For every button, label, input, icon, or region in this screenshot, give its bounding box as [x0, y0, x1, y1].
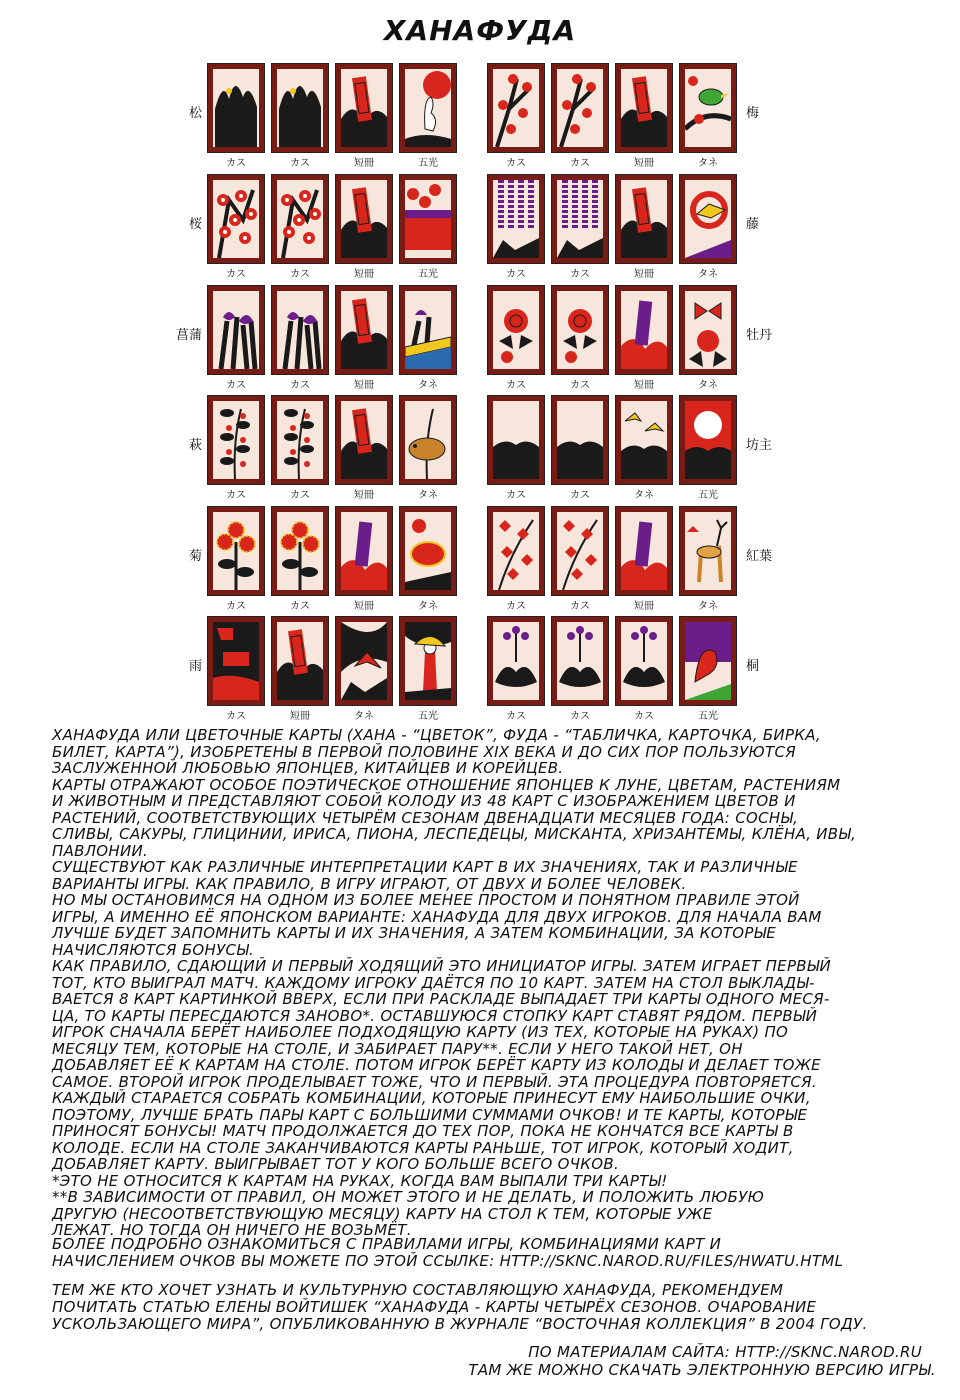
- hanafuda-card: [208, 507, 264, 595]
- chrysanthemum-icon: [213, 512, 259, 590]
- card-type-label: カス: [506, 269, 526, 280]
- card-type-label: タネ: [698, 380, 718, 391]
- text-line: НАЧИСЛЯЮТСЯ БОНУСЫ.: [52, 940, 254, 959]
- card-type-label: カス: [226, 490, 246, 501]
- text-line: СУЩЕСТВУЮТ КАК РАЗЛИЧНЫЕ ИНТЕРПРЕТАЦИИ КАРТ В ИХ ЗНАЧЕНИЯХ, ТАК И РАЗЛИЧНЫЕ: [52, 858, 798, 876]
- red-ribbon-icon: [621, 69, 667, 147]
- plum-icon: [493, 69, 539, 147]
- card-type-label: タネ: [418, 380, 438, 391]
- hanafuda-card: [400, 617, 456, 705]
- card-type-label: カス: [506, 601, 526, 612]
- card-type-label: 短冊: [634, 601, 654, 612]
- hanafuda-card: [552, 286, 608, 374]
- red-ribbon-icon: [277, 622, 323, 700]
- hill-icon: [557, 401, 603, 479]
- hanafuda-card: [552, 175, 608, 263]
- card-type-label: カス: [570, 380, 590, 391]
- source-line[interactable]: ПО МАТЕРИАЛАМ САЙТА: HTTP://SKNC.NAROD.RU: [528, 1343, 922, 1361]
- card-type-label: カス: [226, 380, 246, 391]
- curtain-icon: [405, 180, 451, 258]
- source-line: ТАМ ЖЕ МОЖНО СКАЧАТЬ ЭЛЕКТРОННУЮ ВЕРСИЮ ИГРЫ.: [468, 1361, 936, 1379]
- text-line: ВАЕТСЯ 8 КАРТ КАРТИНКОЙ ВВЕРХ, ЕСЛИ ПРИ РАСКЛАДЕ ВЫПАДАЕТ ТРИ КАРТЫ ОДНОГО МЕСЯ-: [52, 990, 830, 1008]
- hanafuda-card: [552, 507, 608, 595]
- hanafuda-card: [208, 175, 264, 263]
- card-type-label: 五光: [418, 158, 438, 169]
- hanafuda-card: [616, 396, 672, 484]
- card-type-label: カス: [570, 158, 590, 169]
- hanafuda-card: [336, 286, 392, 374]
- hanafuda-card: [488, 507, 544, 595]
- card-type-label: カス: [506, 490, 526, 501]
- hanafuda-card: [552, 396, 608, 484]
- full-moon-icon: [685, 401, 731, 479]
- purple-ribbon-icon: [621, 291, 667, 369]
- text-line: КАЖДЫЙ СТАРАЕТСЯ СОБРАТЬ КОМБИНАЦИИ, КОТОРЫЕ ПРИНЕСУТ ЕМУ НАИБОЛЬШИЕ ОЧКИ,: [52, 1089, 811, 1107]
- month-label: 松: [188, 106, 202, 121]
- red-ribbon-icon: [621, 180, 667, 258]
- pine-icon: [213, 69, 259, 147]
- card-type-label: 短冊: [354, 380, 374, 391]
- hanafuda-card: [208, 64, 264, 152]
- peony-icon: [557, 291, 603, 369]
- text-line: ЛУЧШЕ БУДЕТ ЗАПОМНИТЬ КАРТЫ И ИХ ЗНАЧЕНИЯ, А ЗАТЕМ КОМБИНАЦИИ, ЗА КОТОРЫЕ: [52, 924, 777, 942]
- card-type-label: カス: [570, 490, 590, 501]
- card-type-label: 五光: [698, 711, 718, 722]
- text-line: БОЛЕЕ ПОДРОБНО ОЗНАКОМИТЬСЯ С ПРАВИЛАМИ ИГРЫ, КОМБИНАЦИЯМИ КАРТ И: [52, 1235, 722, 1253]
- card-type-label: タネ: [698, 601, 718, 612]
- text-line: ХАНАФУДА ИЛИ ЦВЕТОЧНЫЕ КАРТЫ (ХАНА - “ЦВЕТОК”, ФУДА - “ТАБЛИЧКА, КАРТОЧКА, БИРКА,: [52, 726, 821, 744]
- paulownia-icon: [621, 622, 667, 700]
- month-label: 紅葉: [746, 549, 773, 564]
- card-type-label: カス: [570, 711, 590, 722]
- text-line: КАРТЫ ОТРАЖАЮТ ОСОБОЕ ПОЭТИЧЕСКОЕ ОТНОШЕНИЕ ЯПОНЦЕВ К ЛУНЕ, ЦВЕТАМ, РАСТЕНИЯМ: [52, 775, 841, 794]
- red-ribbon-icon: [341, 401, 387, 479]
- card-type-label: カス: [570, 269, 590, 280]
- card-type-label: 五光: [418, 711, 438, 722]
- iris-icon: [213, 291, 259, 369]
- maple-icon: [557, 512, 603, 590]
- hanafuda-card: [488, 175, 544, 263]
- month-label: 牡丹: [746, 328, 773, 343]
- text-line: ЗАСЛУЖЕННОЙ ЛЮБОВЬЮ ЯПОНЦЕВ, КИТАЙЦЕВ И КОРЕЙЦЕВ.: [52, 759, 564, 777]
- text-line: ИГРЫ, А ИМЕННО ЕЁ ЯПОНСКОМ ВАРИАНТЕ: ХАНАФУДА ДЛЯ ДВУХ ИГРОКОВ. ДЛЯ НАЧАЛА ВАМ: [52, 907, 822, 926]
- phoenix-icon: [685, 622, 731, 700]
- card-type-label: 短冊: [634, 380, 654, 391]
- text-line: ДОБАВЛЯЕТ ЕЁ К КАРТАМ НА СТОЛЕ. ПОТОМ ИГРОК БЕРЁТ КАРТУ ИЗ КОЛОДЫ И ДЕЛАЕТ ТОЖЕ: [52, 1056, 821, 1074]
- purple-ribbon-icon: [341, 512, 387, 590]
- sake-cup-icon: [405, 512, 451, 590]
- card-type-label: タネ: [354, 711, 374, 722]
- text-line: ВАРИАНТЫ ИГРЫ. КАК ПРАВИЛО, В ИГРУ ИГРАЮТ, ОТ ДВУХ И БОЛЕЕ ЧЕЛОВЕК.: [52, 874, 687, 893]
- card-type-label: カス: [506, 711, 526, 722]
- card-type-label: タネ: [698, 269, 718, 280]
- cherry-blossom-icon: [277, 180, 323, 258]
- text-line: НО МЫ ОСТАНОВИМСЯ НА ОДНОМ ИЗ БОЛЕЕ МЕНЕЕ ПРОСТОМ И ПОНЯТНОМ ПРАВИЛЕ ЭТОЙ: [52, 891, 800, 909]
- crane-sun-icon: [405, 69, 451, 147]
- month-label: 桜: [188, 217, 202, 232]
- month-label: 坊主: [746, 438, 773, 453]
- text-line: ПАВЛОНИИ.: [52, 841, 149, 860]
- text-line: РАСТЕНИЙ, СООТВЕТСТВУЮЩИХ ЧЕТЫРЁМ СЕЗОНАМ ДВЕНАДЦАТИ МЕСЯЦЕВ ГОДА: СОСНЫ,: [52, 808, 799, 827]
- hanafuda-card: [680, 175, 736, 263]
- hanafuda-card: [272, 617, 328, 705]
- card-type-label: 短冊: [634, 269, 654, 280]
- rain-man-icon: [405, 622, 451, 700]
- card-type-label: 短冊: [354, 490, 374, 501]
- maple-icon: [493, 512, 539, 590]
- card-type-label: タネ: [698, 158, 718, 169]
- boar-icon: [405, 401, 451, 479]
- card-type-label: カス: [506, 158, 526, 169]
- card-type-label: カス: [226, 269, 246, 280]
- swallow-icon: [341, 622, 387, 700]
- card-type-label: 短冊: [354, 269, 374, 280]
- text-line: И ЖИВОТНЫМ И ПРЕДСТАВЛЯЮТ СОБОЙ КОЛОДУ ИЗ 48 КАРТ С ИЗОБРАЖЕНИЕМ ЦВЕТОВ И: [52, 792, 796, 810]
- card-type-label: カス: [290, 269, 310, 280]
- hanafuda-card: [272, 64, 328, 152]
- card-type-label: カス: [226, 601, 246, 612]
- hanafuda-card: [488, 64, 544, 152]
- hanafuda-card: [336, 617, 392, 705]
- bush-clover-icon: [277, 401, 323, 479]
- cuckoo-icon: [685, 180, 731, 258]
- text-line: ПОЧИТАТЬ СТАТЬЮ ЕЛЕНЫ ВОЙТИШЕК “ХАНАФУДА - КАРТЫ ЧЕТЫРЁХ СЕЗОНОВ. ОЧАРОВАНИЕ: [52, 1298, 817, 1316]
- month-label: 藤: [746, 217, 760, 232]
- hanafuda-card: [272, 507, 328, 595]
- hanafuda-card: [552, 64, 608, 152]
- card-type-label: カス: [506, 380, 526, 391]
- text-line: СЛИВЫ, САКУРЫ, ГЛИЦИНИИ, ИРИСА, ПИОНА, ЛЕСПЕДЕЦЫ, МИСКАНТА, ХРИЗАНТЕМЫ, КЛЁНА, ИВЫ,: [52, 825, 857, 843]
- pine-icon: [277, 69, 323, 147]
- text-line: ДОБАВЛЯЕТ КАРТУ. ВЫИГРЫВАЕТ ТОТ У КОГО БОЛЬШЕ ВСЕГО ОЧКОВ.: [52, 1155, 620, 1173]
- hanafuda-card: [208, 286, 264, 374]
- card-type-label: タネ: [634, 490, 654, 501]
- hanafuda-card: [680, 286, 736, 374]
- hanafuda-card: [272, 286, 328, 374]
- butterfly-icon: [685, 291, 731, 369]
- hanafuda-card: [680, 396, 736, 484]
- text-line: БИЛЕТ, КАРТА”), ИЗОБРЕТЕНЫ В ПЕРВОЙ ПОЛОВИНЕ XIX ВЕКА И ДО СИХ ПОР ПОЛЬЗУЮТСЯ: [52, 742, 796, 761]
- wisteria-icon: [557, 180, 603, 258]
- month-label: 菖蒲: [175, 328, 202, 343]
- text-line: КОЛОДЕ. ЕСЛИ НА СТОЛЕ ЗАКАНЧИВАЮТСЯ КАРТЫ РАНЬШЕ, ТОТ ИГРОК, КОТОРЫЙ ХОДИТ,: [52, 1138, 794, 1157]
- iris-icon: [277, 291, 323, 369]
- hanafuda-card: [336, 396, 392, 484]
- hanafuda-card: [208, 617, 264, 705]
- text-line: КАК ПРАВИЛО, СДАЮЩИЙ И ПЕРВЫЙ ХОДЯЩИЙ ЭТО ИНИЦИАТОР ИГРЫ. ЗАТЕМ ИГРАЕТ ПЕРВЫЙ: [52, 957, 831, 975]
- hanafuda-card: [400, 64, 456, 152]
- peony-icon: [493, 291, 539, 369]
- hanafuda-card: [400, 396, 456, 484]
- geese-icon: [621, 401, 667, 479]
- card-type-label: カス: [290, 490, 310, 501]
- hanafuda-card: [400, 507, 456, 595]
- month-label: 萩: [188, 438, 202, 453]
- hanafuda-card: [616, 175, 672, 263]
- bridge-icon: [405, 291, 451, 369]
- hanafuda-card: [616, 617, 672, 705]
- page-title: ХАНАФУДА: [383, 14, 577, 47]
- card-type-label: カス: [226, 711, 246, 722]
- deer-icon: [685, 512, 731, 590]
- card-type-label: カス: [634, 711, 654, 722]
- text-line: ЛЕЖАТ. НО ТОГДА ОН НИЧЕГО НЕ ВОЗЬМЁТ.: [52, 1221, 412, 1239]
- hanafuda-card: [488, 286, 544, 374]
- month-label: 桐: [746, 659, 760, 674]
- hanafuda-card: [552, 617, 608, 705]
- paulownia-icon: [493, 622, 539, 700]
- text-line: САМОЕ. ВТОРОЙ ИГРОК ПРОДЕЛЫВАЕТ ТОЖЕ, ЧТО И ПЕРВЫЙ. ЭТА ПРОЦЕДУРА ПОВТОРЯЕТСЯ.: [52, 1072, 817, 1091]
- month-label: 菊: [188, 549, 202, 564]
- lightning-icon: [213, 622, 259, 700]
- month-label: 梅: [746, 106, 760, 121]
- hanafuda-card: [272, 396, 328, 484]
- card-type-label: 五光: [418, 269, 438, 280]
- hanafuda-card: [336, 64, 392, 152]
- card-type-label: タネ: [418, 601, 438, 612]
- wisteria-icon: [493, 180, 539, 258]
- card-type-label: カス: [290, 158, 310, 169]
- paulownia-icon: [557, 622, 603, 700]
- hanafuda-card: [616, 64, 672, 152]
- hill-icon: [493, 401, 539, 479]
- warbler-icon: [685, 69, 731, 147]
- card-type-label: 短冊: [634, 158, 654, 169]
- hanafuda-card: [400, 175, 456, 263]
- hanafuda-card: [336, 175, 392, 263]
- hanafuda-card: [488, 396, 544, 484]
- text-line: МЕСЯЦУ ТЕМ, КОТОРЫЕ НА СТОЛЕ, И ЗАБИРАЕТ ПАРУ**. ЕСЛИ У НЕГО ТАКОЙ НЕТ, ОН: [52, 1039, 743, 1058]
- card-type-label: 短冊: [354, 601, 374, 612]
- purple-ribbon-icon: [621, 512, 667, 590]
- month-label: 雨: [188, 659, 202, 674]
- chrysanthemum-icon: [277, 512, 323, 590]
- text-line: **В ЗАВИСИМОСТИ ОТ ПРАВИЛ, ОН МОЖЕТ ЭТОГО И НЕ ДЕЛАТЬ, И ПОЛОЖИТЬ ЛЮБУЮ: [52, 1188, 765, 1206]
- card-type-label: カス: [290, 380, 310, 391]
- card-type-label: 短冊: [290, 711, 310, 722]
- hanafuda-card: [680, 507, 736, 595]
- red-ribbon-icon: [341, 291, 387, 369]
- hanafuda-card: [336, 507, 392, 595]
- text-line: ЦА, ТО КАРТЫ ПЕРЕСДАЮТСЯ ЗАНОВО*. ОСТАВШУЮСЯ СТОПКУ КАРТ СТАВЯТ РЯДОМ. ПЕРВЫЙ: [52, 1006, 818, 1025]
- text-line: ТОТ, КТО ВЫИГРАЛ МАТЧ. КАЖДОМУ ИГРОКУ ДАЁТСЯ ПО 10 КАРТ. ЗАТЕМ НА СТОЛ ВЫКЛАДЫ-: [52, 973, 815, 992]
- text-line[interactable]: НАЧИСЛЕНИЕМ ОЧКОВ ВЫ МОЖЕТЕ ПО ЭТОЙ ССЫЛКЕ: HTTP://SKNC.NAROD.RU/FILES/HWATU.HTML: [52, 1252, 844, 1270]
- bush-clover-icon: [213, 401, 259, 479]
- card-type-label: タネ: [418, 490, 438, 501]
- card-type-label: カス: [226, 158, 246, 169]
- card-type-label: カス: [570, 601, 590, 612]
- text-line: ДРУГУЮ (НЕСООТВЕТСТВУЮЩУЮ МЕСЯЦУ) КАРТУ НА СТОЛ К ТЕМ, КОТОРЫЕ УЖЕ: [52, 1204, 713, 1223]
- hanafuda-card: [272, 175, 328, 263]
- red-ribbon-icon: [341, 180, 387, 258]
- card-type-label: カス: [290, 601, 310, 612]
- card-type-label: 五光: [698, 490, 718, 501]
- hanafuda-card: [680, 64, 736, 152]
- plum-icon: [557, 69, 603, 147]
- text-line: *ЭТО НЕ ОТНОСИТСЯ К КАРТАМ НА РУКАХ, КОГДА ВАМ ВЫПАЛИ ТРИ КАРТЫ!: [52, 1171, 668, 1190]
- hanafuda-card: [616, 507, 672, 595]
- hanafuda-card: [208, 396, 264, 484]
- hanafuda-card: [680, 617, 736, 705]
- text-line: ИГРОК СНАЧАЛА БЕРЁТ НАИБОЛЕЕ ПОДХОДЯЩУЮ КАРТУ (ИЗ ТЕХ, КОТОРЫЕ НА РУКАХ) ПО: [52, 1023, 789, 1041]
- hanafuda-card: [616, 286, 672, 374]
- text-line: ПОЭТОМУ, ЛУЧШЕ БРАТЬ ПАРЫ КАРТ С БОЛЬШИМИ СУММАМИ ОЧКОВ! И ТЕ КАРТЫ, КОТОРЫЕ: [52, 1105, 808, 1124]
- hanafuda-card: [400, 286, 456, 374]
- cherry-blossom-icon: [213, 180, 259, 258]
- red-ribbon-icon: [341, 69, 387, 147]
- card-type-label: 短冊: [354, 158, 374, 169]
- text-line: ТЕМ ЖЕ КТО ХОЧЕТ УЗНАТЬ И КУЛЬТУРНУЮ СОСТАВЛЯЮЩУЮ ХАНАФУДА, РЕКОМЕНДУЕМ: [52, 1281, 784, 1299]
- text-line: ПРИНОСЯТ БОНУСЫ! МАТЧ ПРОДОЛЖАЕТСЯ ДО ТЕХ ПОР, ПОКА НЕ КОНЧАТСЯ ВСЕ КАРТЫ В: [52, 1122, 794, 1140]
- text-line: УСКОЛЬЗАЮЩЕГО МИРА”, ОПУБЛИКОВАННУЮ В ЖУРНАЛЕ “ВОСТОЧНАЯ КОЛЛЕКЦИЯ” В 2004 ГОДУ.: [52, 1315, 868, 1333]
- hanafuda-card: [488, 617, 544, 705]
